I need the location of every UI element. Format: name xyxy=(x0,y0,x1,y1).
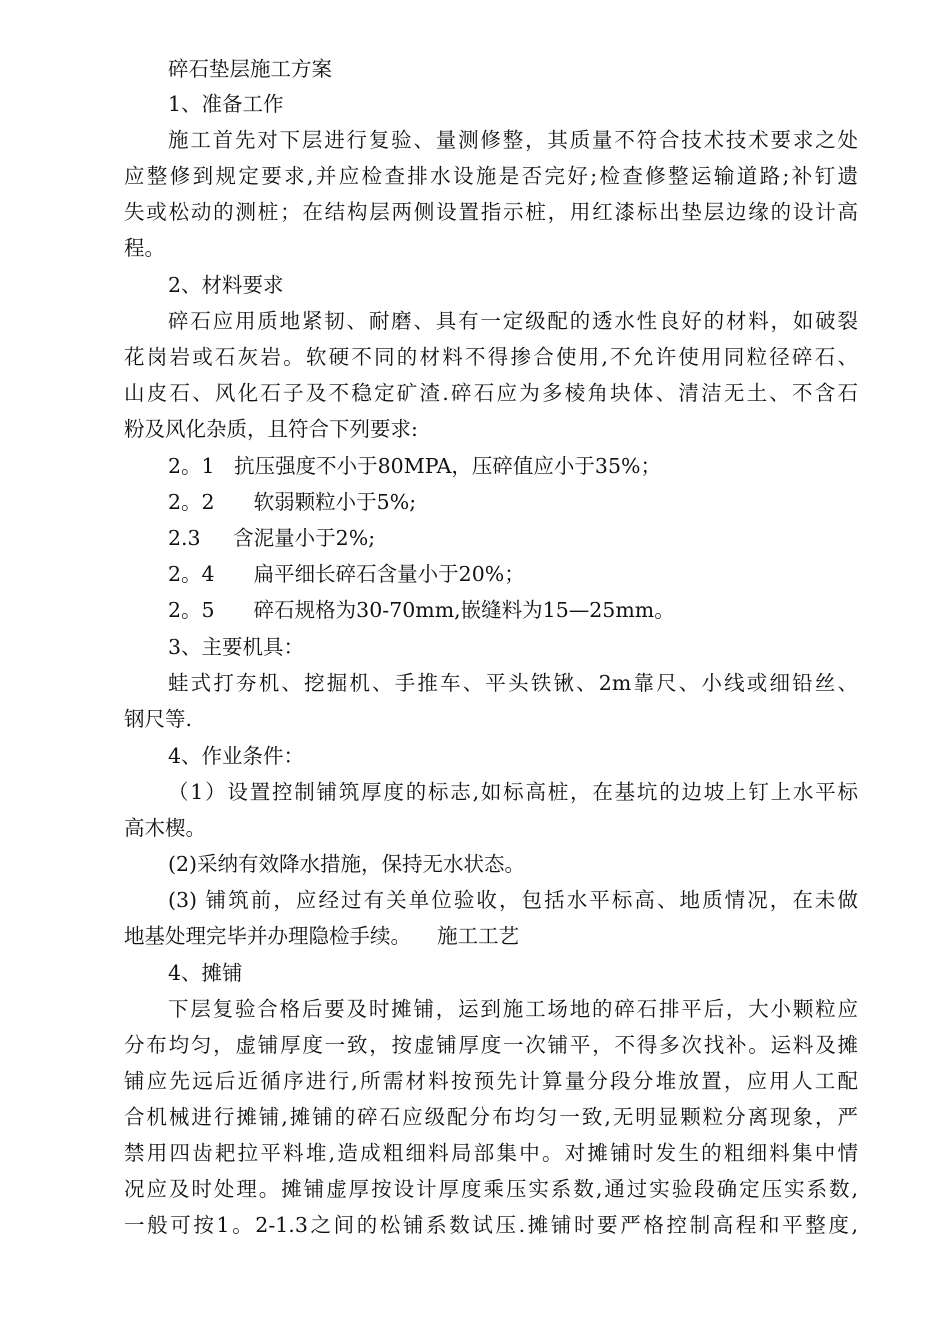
heading-materials: 2、材料要求 xyxy=(168,273,284,297)
paragraph-line: 地基处理完毕并办理隐检手续。 施工工艺 xyxy=(124,924,520,948)
requirement-item: 2.3 含泥量小于2%; xyxy=(168,526,376,550)
paragraph-line: 高木楔。 xyxy=(124,816,206,840)
paragraph-line: 施工首先对下层进行复验、量测修整，其质量不符合技术技术要求之处 xyxy=(168,128,858,152)
paragraph-line: 失或松动的测桩；在结构层两侧设置指示桩，用红漆标出垫层边缘的设计高 xyxy=(124,200,858,224)
paragraph-line: 况应及时处理。摊铺虚厚按设计厚度乘压实系数,通过实验段确定压实系数, xyxy=(124,1177,858,1201)
requirement-item: 2。1 抗压强度不小于80MPA，压碎值应小于35%； xyxy=(168,454,661,478)
paragraph-line: (3) 铺筑前，应经过有关单位验收，包括水平标高、地质情况，在未做 xyxy=(168,888,858,912)
requirement-item: 2。4 扁平细长碎石含量小于20%； xyxy=(168,562,525,586)
paragraph-line: 碎石应用质地紧韧、耐磨、具有一定级配的透水性良好的材料，如破裂 xyxy=(168,309,858,333)
heading-preparation: 1、准备工作 xyxy=(168,92,284,116)
paragraph-line: 蛙式打夯机、挖掘机、手推车、平头铁锹、2m靠尺、小线或细铅丝、 xyxy=(168,671,858,695)
document-title: 碎石垫层施工方案 xyxy=(168,57,332,81)
heading-equipment: 3、主要机具： xyxy=(168,635,305,659)
paragraph-line: 应整修到规定要求,并应检查排水设施是否完好;检查修整运输道路;补钉遗 xyxy=(124,164,858,188)
paragraph-line: 一般可按1。2-1.3之间的松铺系数试压.摊铺时要严格控制高程和平整度, xyxy=(124,1213,858,1237)
paragraph-line: 禁用四齿耙拉平料堆,造成粗细料局部集中。对摊铺时发生的粗细料集中情 xyxy=(124,1141,858,1165)
heading-conditions: 4、作业条件： xyxy=(168,744,305,768)
paragraph-line: 钢尺等. xyxy=(124,707,193,731)
paragraph-line: 铺应先远后近循序进行,所需材料按预先计算量分段分堆放置，应用人工配 xyxy=(124,1069,858,1093)
paragraph-line: (2)采纳有效降水措施，保持无水状态。 xyxy=(168,852,526,876)
paragraph-line: 山皮石、风化石子及不稳定矿渣.碎石应为多棱角块体、清洁无土、不含石 xyxy=(124,381,858,405)
paragraph-line: 合机械进行摊铺,摊铺的碎石应级配分布均匀一致,无明显颗粒分离现象，严 xyxy=(124,1105,858,1129)
paragraph-line: 花岗岩或石灰岩。软硬不同的材料不得掺合使用,不允许使用同粒径碎石、 xyxy=(124,345,858,369)
heading-spreading: 4、摊铺 xyxy=(168,961,243,985)
paragraph-line: 分布均匀，虚铺厚度一致，按虚铺厚度一次铺平，不得多次找补。运料及摊 xyxy=(124,1033,858,1057)
requirement-item: 2。5 碎石规格为30-70mm,嵌缝料为15—25mm。 xyxy=(168,598,675,622)
paragraph-line: 粉及风化杂质，且符合下列要求: xyxy=(124,417,418,441)
requirement-item: 2。2 软弱颗粒小于5%; xyxy=(168,490,417,514)
paragraph-line: 程。 xyxy=(124,236,165,260)
paragraph-line: （1）设置控制铺筑厚度的标志,如标高桩，在基坑的边坡上钉上水平标 xyxy=(168,780,858,804)
paragraph-line: 下层复验合格后要及时摊铺，运到施工场地的碎石排平后，大小颗粒应 xyxy=(168,997,858,1021)
